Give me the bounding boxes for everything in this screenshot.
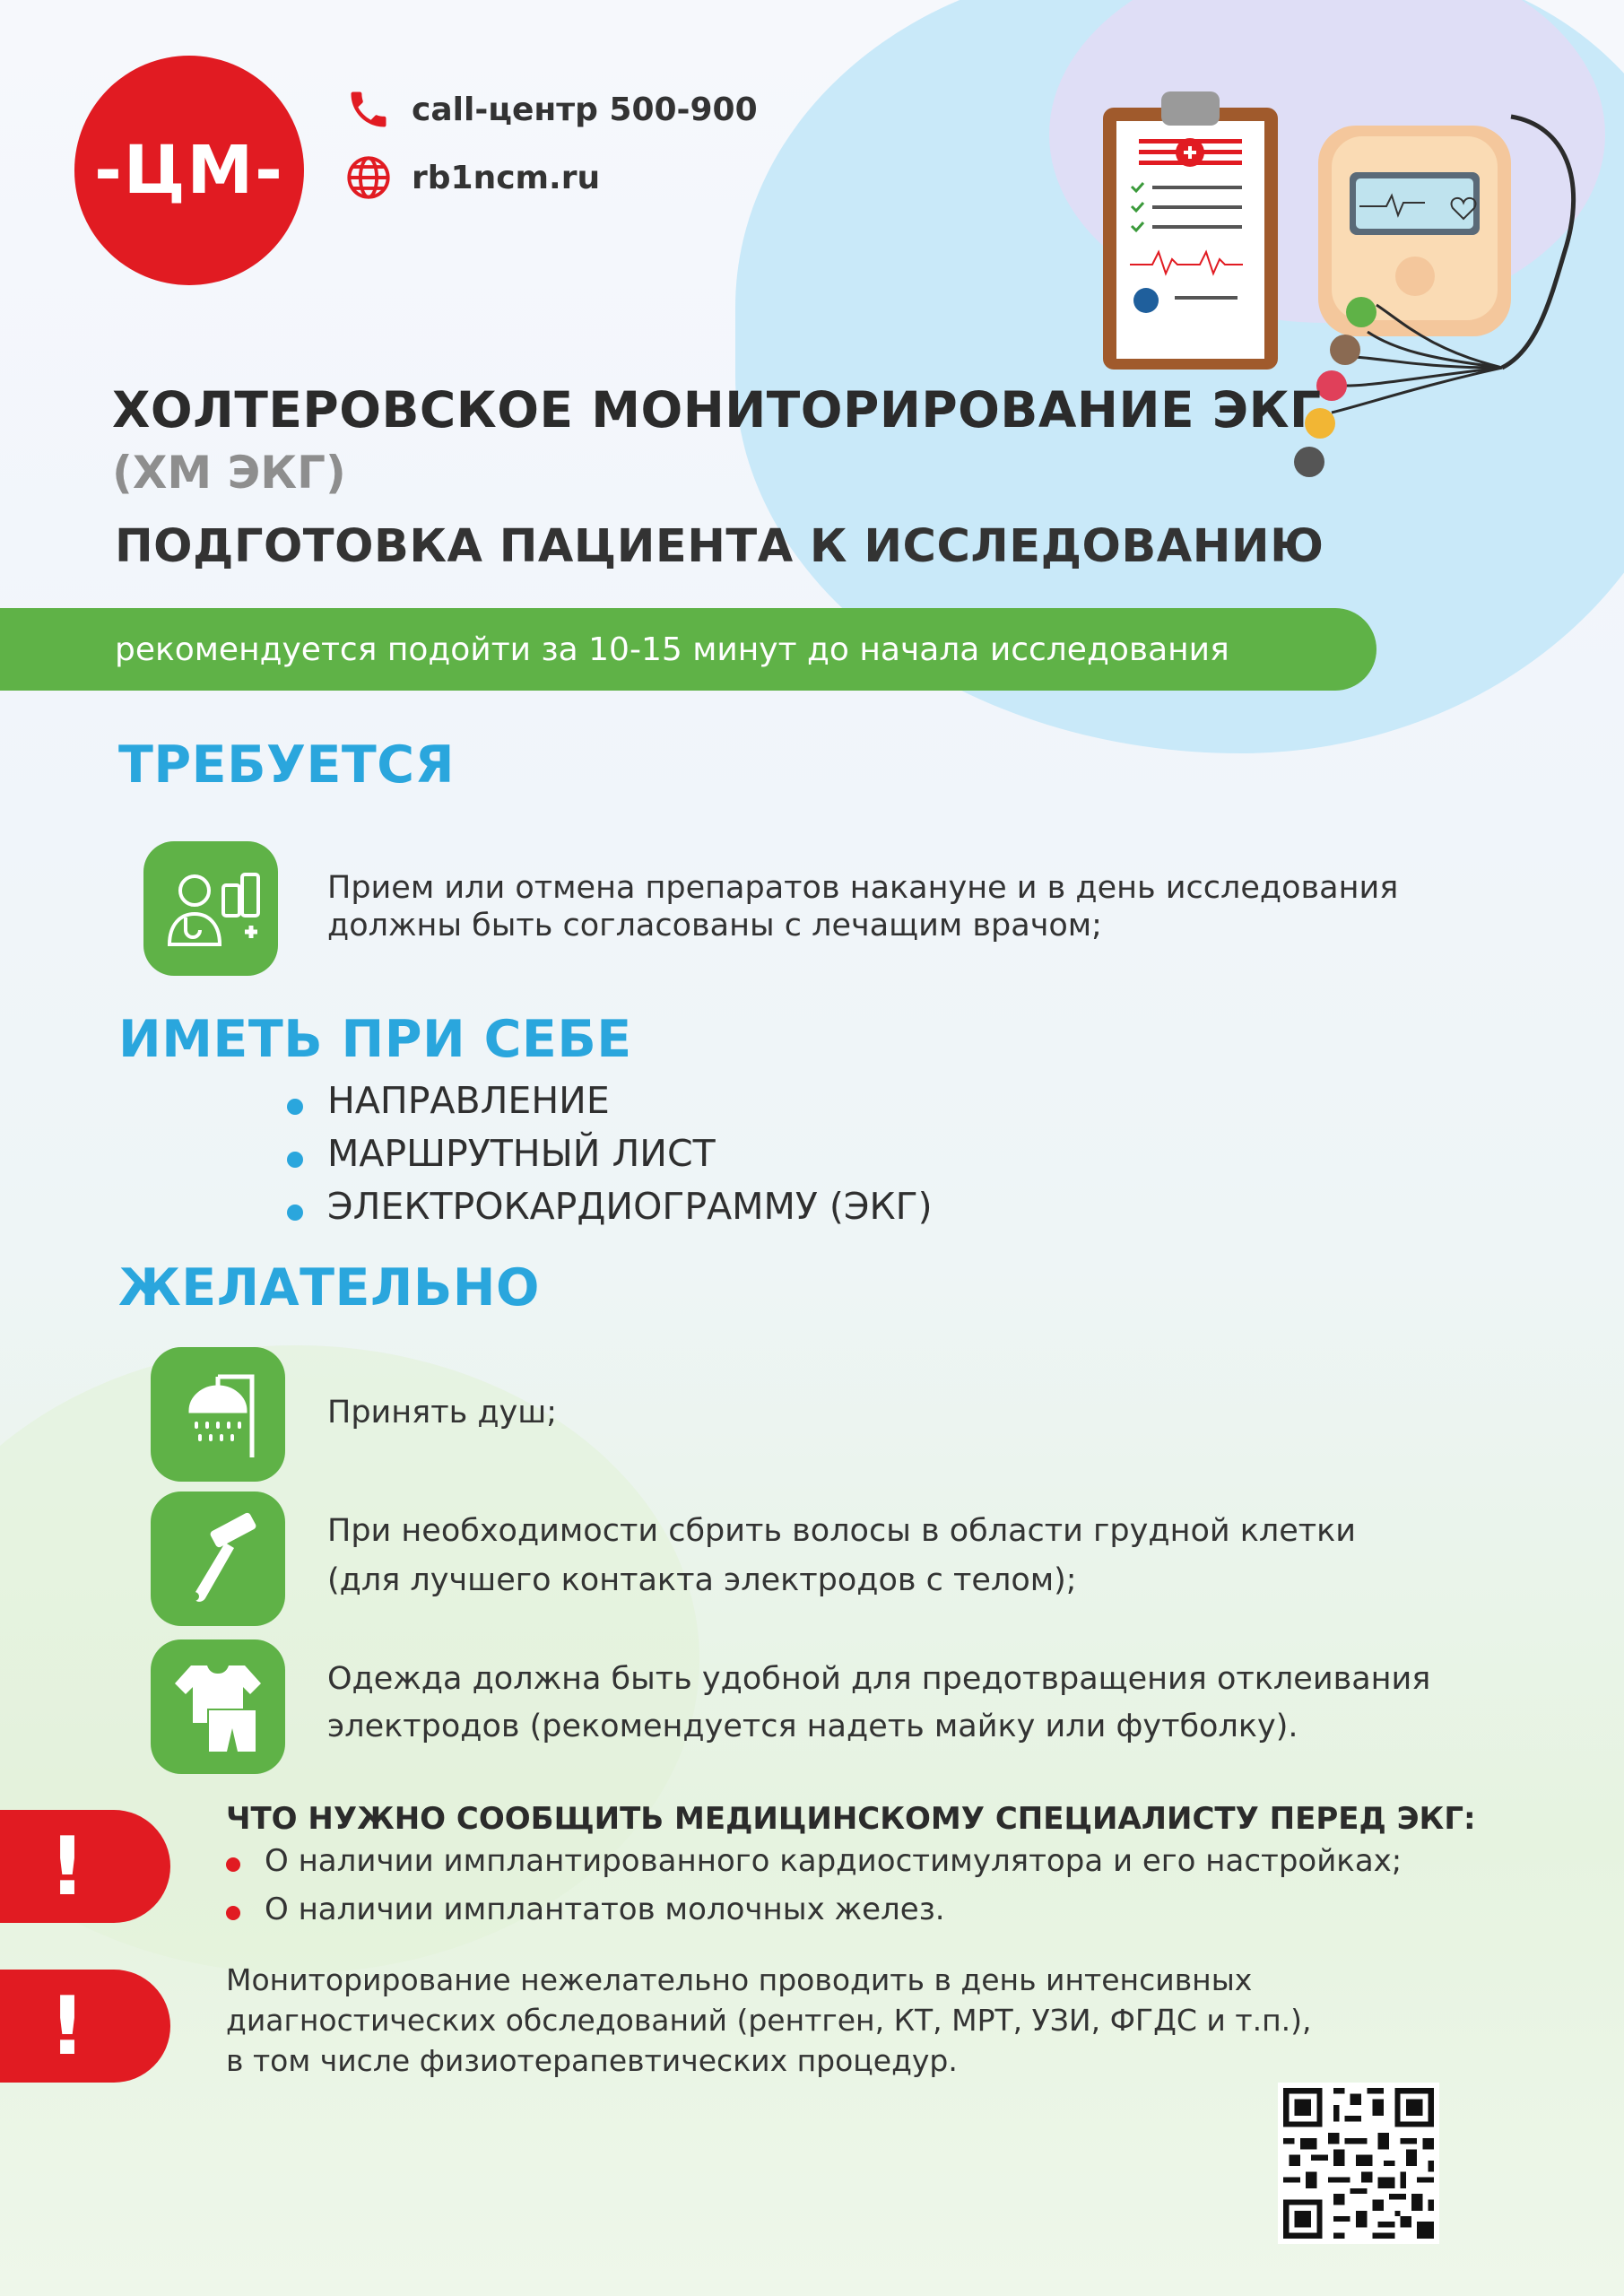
phone-number: call-центр 500-900 [412,91,758,128]
shave-text-line-2: (для лучшего контакта электродов с телом); [327,1562,1077,1598]
required-text-line-1: Прием или отмена препаратов накануне и в день исследования [327,870,1399,906]
doctor-medicine-icon [157,855,265,962]
page-title: ХОЛТЕРОВСКОЕ МОНИТОРИРОВАНИЕ ЭКГ [112,381,1322,439]
clipboard-icon [1103,91,1278,370]
logo-text: -ЦМ- [94,132,284,209]
warning-title: ЧТО НУЖНО СООБЩИТЬ МЕДИЦИНСКОМУ СПЕЦИАЛИСТУ ПЕРЕД ЭКГ: [226,1801,1476,1837]
holter-illustration [1076,81,1614,520]
warning-tab [0,1810,170,1923]
list-item: О наличии имплантированного кардиостимулятора и его настройках; [226,1843,1402,1892]
clothes-text-line-1: Одежда должна быть удобной для предотвращения отклеивания [327,1661,1431,1697]
shower-tile [151,1347,285,1482]
note-text [226,1960,1312,2081]
shave-text-line-1: При необходимости сбрить волосы в области грудной клетки [327,1513,1357,1549]
list-item: О наличии имплантатов молочных желез. [226,1892,1402,1940]
website-link[interactable] [345,154,600,201]
phone-contact[interactable] [345,86,758,133]
clothes-tile [151,1639,285,1774]
list-item: МАРШРУТНЫЙ ЛИСТ [287,1132,933,1185]
note-line-3: в том числе физиотерапевтических процедур. [226,2043,958,2078]
clothes-text-line-2: электродов (рекомендуется надеть майку или футболку). [327,1709,1298,1744]
note-line-1: Мониторирование нежелательно проводить в день интенсивных [226,1962,1253,1997]
razor-tile [151,1492,285,1626]
section-required-heading: ТРЕБУЕТСЯ [118,735,456,795]
note-tab [0,1970,170,2083]
warning-list [226,1843,1402,1940]
list-item: ЭЛЕКТРОКАРДИОГРАММУ (ЭКГ) [287,1185,933,1238]
shower-text: Принять душ; [327,1395,558,1431]
holter-monitor-icon [1318,117,1574,368]
preparation-heading: ПОДГОТОВКА ПАЦИЕНТА К ИССЛЕДОВАНИЮ [115,520,1324,573]
exclamation-icon: ! [48,1819,86,1914]
arrival-text: рекомендуется подойти за 10-15 минут до начала исследования [115,631,1229,668]
clothes-icon [164,1653,272,1761]
bring-list [287,1079,933,1238]
qr-code[interactable] [1278,2083,1439,2244]
shower-icon [164,1361,272,1468]
required-text-line-2: должны быть согласованы с лечащим врачом; [327,908,1102,944]
list-item: НАПРАВЛЕНИЕ [287,1079,933,1132]
razor-icon [164,1505,272,1613]
note-line-2: диагностических обследований (рентген, КТ, МРТ, УЗИ, ФГДС и т.п.), [226,2003,1312,2038]
phone-icon [345,86,392,133]
website-url: rb1ncm.ru [412,159,601,196]
section-desirable-heading: ЖЕЛАТЕЛЬНО [118,1258,540,1318]
logo [74,56,304,285]
arrival-banner [0,608,1376,691]
exclamation-icon: ! [48,1979,86,2074]
page-subtitle: (ХМ ЭКГ) [112,447,346,499]
section-bring-heading: ИМЕТЬ ПРИ СЕБЕ [118,1010,632,1069]
globe-icon [345,154,392,201]
doctor-medicine-tile [143,841,278,976]
